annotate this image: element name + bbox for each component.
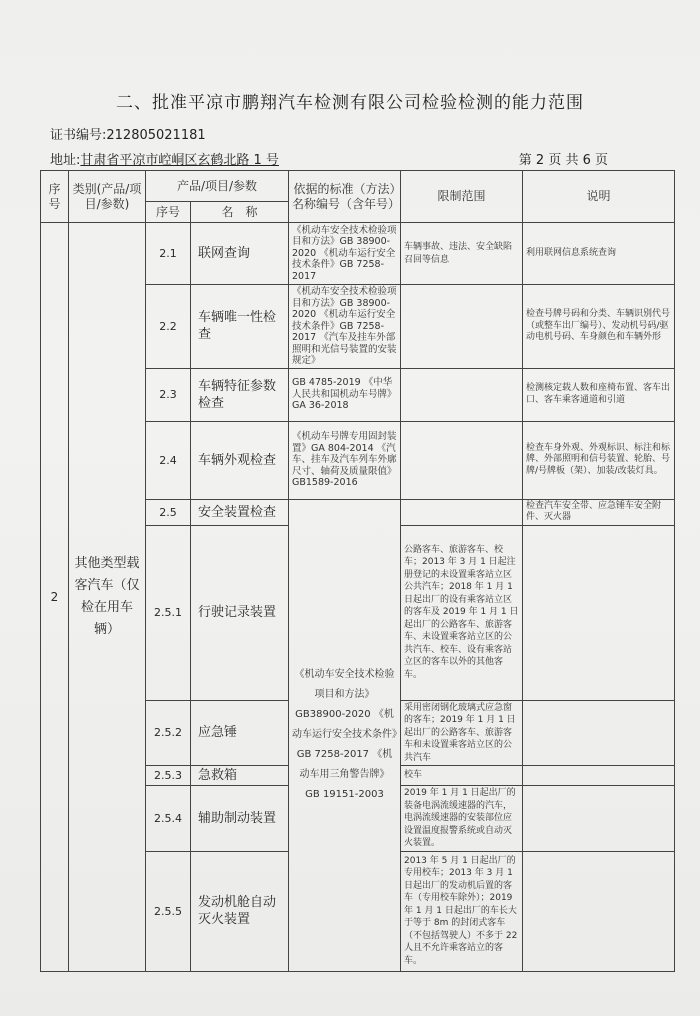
- capability-table: [40, 170, 675, 972]
- item-name: 发动机舱自动灭火装置: [191, 851, 289, 971]
- address-value: 甘肃省平凉市崆峒区玄鹤北路 1 号: [80, 153, 279, 168]
- certificate-number: [50, 124, 206, 143]
- item-name: 车辆外观检查: [191, 421, 289, 499]
- item-note: [523, 786, 675, 852]
- item-number: 2.4: [146, 421, 191, 499]
- item-name: 联网查询: [191, 223, 289, 285]
- item-note: [523, 700, 675, 766]
- cert-value: 212805021181: [106, 128, 206, 143]
- header-sub-seq: 序号: [146, 202, 191, 223]
- item-number: 2.1: [146, 223, 191, 285]
- item-limit: 校车: [401, 766, 523, 786]
- item-standard: GB 4785-2019 《中华人民共和国机动车号牌》GA 36-2018: [289, 368, 401, 421]
- item-note: 检查汽车安全带、应急锤车安全附件、灭火器: [523, 499, 675, 525]
- address-label: 地址:: [50, 153, 81, 168]
- page-title: 二、批准平凉市鹏翔汽车检测有限公司检验检测的能力范围: [116, 93, 584, 113]
- item-limit: 采用密闭钢化玻璃式应急窗的客车；2019 年 1 月 1 日起出厂的公路客车、旅游客车和未设置乘客站立区的公共汽车: [401, 700, 523, 766]
- item-limit: 2019 年 1 月 1 日起出厂的装备电涡流缓速器的汽车，电涡流缓速器的安装部位应设置温度报警系统或自动灭火装置。: [401, 786, 523, 852]
- item-note: 检查车身外观、外观标识、标注和标牌、外部照明和信号装置、轮胎、号牌/号牌板（架）、加装/改装灯具。: [523, 421, 675, 499]
- item-note: 利用联网信息系统查询: [523, 223, 675, 285]
- header-seq: 序号: [41, 171, 69, 223]
- item-name: 应急锤: [191, 700, 289, 766]
- group-category: 其他类型载客汽车（仅检在用车辆）: [69, 223, 146, 972]
- item-limit: [401, 499, 523, 525]
- item-number: 2.5.5: [146, 851, 191, 971]
- address: [50, 149, 279, 168]
- item-name: 辅助制动装置: [191, 786, 289, 852]
- item-limit: 车辆事故、违法、安全缺陷召回等信息: [401, 223, 523, 285]
- item-name: 车辆唯一性检查: [191, 285, 289, 369]
- item-name: 安全装置检查: [191, 499, 289, 525]
- item-limit: 公路客车、旅游客车、校车；2013 年 3 月 1 日起注册登记的未设置乘客站立区公共汽车；2018 年 1 月 1 日起出厂的设有乘客站立区的客车及 2019 年 1 月 1 日起出厂的公路客车、旅游客车、未设置乘客站立区的公共汽车、校车、设有乘客站立区的客车以外的其他客车。: [401, 525, 523, 700]
- item-name: 行驶记录装置: [191, 525, 289, 700]
- item-standard: 《机动车安全技术检验项目和方法》GB 38900-2020 《机动车运行安全技术条件》GB 7258-2017: [289, 223, 401, 285]
- item-number: 2.5: [146, 499, 191, 525]
- item-name: 急救箱: [191, 766, 289, 786]
- item-name: 车辆特征参数检查: [191, 368, 289, 421]
- item-note: [523, 766, 675, 786]
- item-number: 2.5.4: [146, 786, 191, 852]
- item-note: [523, 851, 675, 971]
- item-number: 2.3: [146, 368, 191, 421]
- item-note: 检查号牌号码和分类、车辆识别代号（或整车出厂编号）、发动机号码/驱动电机号码、车身颜色和车辆外形: [523, 285, 675, 369]
- header-note: 说明: [523, 171, 675, 223]
- item-number: 2.2: [146, 285, 191, 369]
- page-number: 第 2 页 共 6 页: [518, 153, 608, 168]
- item-limit: [401, 421, 523, 499]
- item-limit: 2013 年 5 月 1 日起出厂的专用校车；2013 年 3 月 1 日起出厂的发动机后置的客车（专用校车除外）；2019 年 1 月 1 日起出厂的车长大于等于 8m 的封闭式客车（不包括驾驶人）不多于 22 人且不允许乘客站立的客车。: [401, 851, 523, 971]
- table-row: [41, 223, 675, 285]
- merged-standard: 《机动车安全技术检验项目和方法》GB38900-2020 《机动车运行安全技术条件》GB 7258-2017 《机动车用三角警告牌》 GB 19151-2003: [289, 499, 401, 971]
- item-limit: [401, 285, 523, 369]
- cert-label: 证书编号:: [50, 128, 107, 143]
- group-number: 2: [41, 223, 69, 972]
- header-standard: 依据的标准（方法）名称编号（含年号）: [289, 171, 401, 223]
- item-number: 2.5.3: [146, 766, 191, 786]
- header-product: 产品/项目/参数: [146, 171, 289, 202]
- item-number: 2.5.1: [146, 525, 191, 700]
- header-limit: 限制范围: [401, 171, 523, 223]
- item-limit: [401, 368, 523, 421]
- item-number: 2.5.2: [146, 700, 191, 766]
- header-name: 名 称: [191, 202, 289, 223]
- item-note: [523, 525, 675, 700]
- item-standard: 《机动车号牌专用固封装置》GA 804-2014 《汽车、挂车及汽车列车外廓尺寸、轴荷及质量限值》GB1589-2016: [289, 421, 401, 499]
- item-note: 检测核定载人数和座椅布置、客车出口、客车乘客通道和引道: [523, 368, 675, 421]
- item-standard: 《机动车安全技术检验项目和方法》GB 38900-2020 《机动车运行安全技术条件》GB 7258-2017 《汽车及挂车外部照明和光信号装置的安装规定》: [289, 285, 401, 369]
- header-category: 类别(产品/项目/参数): [69, 171, 146, 223]
